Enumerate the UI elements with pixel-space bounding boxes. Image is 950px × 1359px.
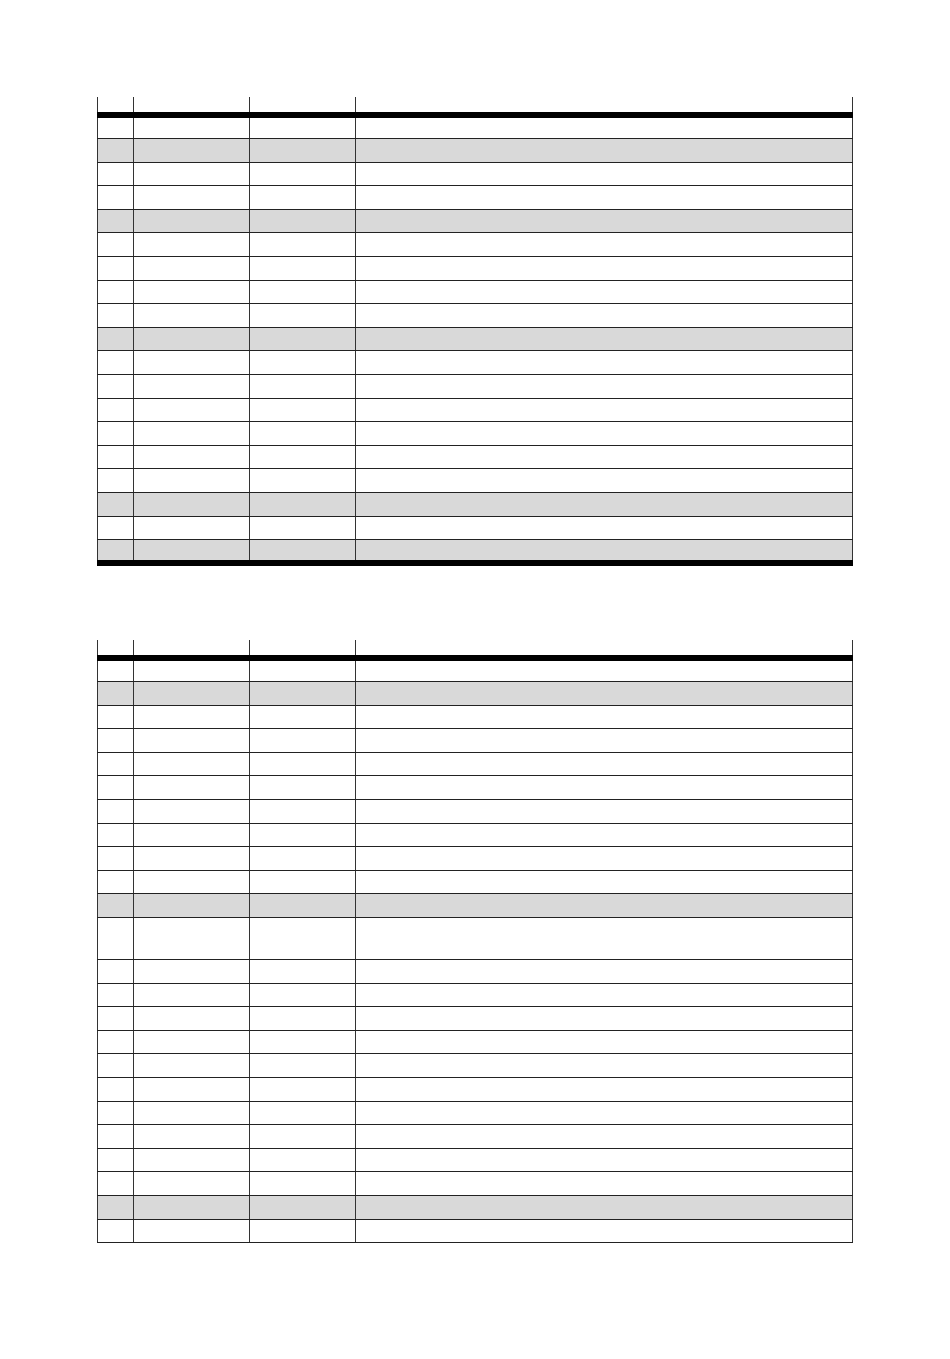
table-row [98, 1219, 853, 1243]
table-cell [356, 1148, 853, 1172]
table-cell [134, 493, 250, 517]
table-cell [250, 97, 356, 115]
table-cell [98, 847, 134, 871]
table-row [98, 1172, 853, 1196]
table-cell [250, 375, 356, 399]
table-cell [98, 233, 134, 257]
table-cell [356, 422, 853, 446]
table-cell [98, 257, 134, 281]
table-cell [134, 186, 250, 210]
table-cell [356, 1007, 853, 1031]
table-cell [98, 1078, 134, 1102]
table-cell [98, 918, 134, 960]
table-cell [134, 1172, 250, 1196]
table-cell [356, 705, 853, 729]
table-cell [250, 1101, 356, 1125]
table-row [98, 847, 853, 871]
table-row [98, 918, 853, 960]
table-cell [356, 233, 853, 257]
table-row [98, 280, 853, 304]
table-cell [134, 1219, 250, 1243]
table-cell [250, 209, 356, 233]
table-cell [250, 1172, 356, 1196]
table-cell [134, 870, 250, 894]
table-cell [356, 960, 853, 984]
table-cell [356, 1054, 853, 1078]
table-cell [98, 823, 134, 847]
table-cell [250, 186, 356, 210]
table-cell [250, 1195, 356, 1219]
table-cell [356, 800, 853, 824]
table-cell [134, 1078, 250, 1102]
table-cell [98, 658, 134, 682]
table-cell [356, 847, 853, 871]
table-cell [98, 960, 134, 984]
table-cell [250, 1054, 356, 1078]
table-cell [134, 139, 250, 163]
table-2-body [98, 640, 853, 1243]
table-row [98, 186, 853, 210]
table-row [98, 729, 853, 753]
table-row [98, 540, 853, 564]
table-row [98, 960, 853, 984]
table-row [98, 682, 853, 706]
table-cell [134, 640, 250, 658]
table-cell [356, 516, 853, 540]
table-cell [134, 918, 250, 960]
table-cell [98, 752, 134, 776]
table-cell [356, 209, 853, 233]
table-cell [134, 422, 250, 446]
table-cell [250, 918, 356, 960]
table-cell [134, 516, 250, 540]
table-cell [134, 800, 250, 824]
table-row [98, 233, 853, 257]
table-cell [250, 1030, 356, 1054]
table-row [98, 398, 853, 422]
table-cell [250, 658, 356, 682]
table-cell [98, 983, 134, 1007]
table-cell [98, 540, 134, 564]
table-row [98, 351, 853, 375]
table-row [98, 516, 853, 540]
table-cell [134, 445, 250, 469]
table-cell [134, 752, 250, 776]
table-row [98, 894, 853, 918]
table-cell [356, 823, 853, 847]
table-cell [250, 280, 356, 304]
table-cell [356, 493, 853, 517]
table-cell [98, 1007, 134, 1031]
table-cell [250, 1219, 356, 1243]
table-cell [134, 1148, 250, 1172]
table-cell [356, 351, 853, 375]
table-row [98, 445, 853, 469]
table-header-row [98, 640, 853, 658]
table-cell [98, 186, 134, 210]
table-row [98, 1078, 853, 1102]
table-cell [356, 1172, 853, 1196]
table-cell [356, 658, 853, 682]
table-cell [356, 257, 853, 281]
table-row [98, 375, 853, 399]
table-cell [98, 139, 134, 163]
table-cell [134, 327, 250, 351]
table-header-row [98, 97, 853, 115]
table-cell [356, 983, 853, 1007]
table-cell [250, 1078, 356, 1102]
table-cell [250, 847, 356, 871]
table-cell [250, 233, 356, 257]
table-cell [356, 1195, 853, 1219]
table-cell [250, 1148, 356, 1172]
table-row [98, 469, 853, 493]
table-cell [98, 800, 134, 824]
table-cell [356, 186, 853, 210]
table-cell [98, 1030, 134, 1054]
table-row [98, 1101, 853, 1125]
table-cell [134, 1030, 250, 1054]
table-cell [98, 351, 134, 375]
table-row [98, 139, 853, 163]
table-row [98, 493, 853, 517]
table-cell [356, 398, 853, 422]
table-cell [134, 729, 250, 753]
table-row [98, 800, 853, 824]
table-cell [98, 894, 134, 918]
table-cell [134, 983, 250, 1007]
table-cell [250, 115, 356, 139]
table-row [98, 870, 853, 894]
table-cell [134, 776, 250, 800]
table-2 [97, 640, 853, 1243]
table-cell [134, 233, 250, 257]
table-cell [250, 304, 356, 328]
table-cell [134, 1007, 250, 1031]
table-cell [356, 162, 853, 186]
table-cell [98, 682, 134, 706]
table-cell [250, 398, 356, 422]
table-row [98, 209, 853, 233]
table-cell [250, 800, 356, 824]
table-cell [356, 640, 853, 658]
table-cell [356, 280, 853, 304]
table-cell [98, 1148, 134, 1172]
table-cell [356, 1219, 853, 1243]
table-cell [134, 304, 250, 328]
table-row [98, 304, 853, 328]
table-row [98, 257, 853, 281]
table-cell [356, 1078, 853, 1102]
table-cell [250, 516, 356, 540]
table-cell [250, 327, 356, 351]
table-cell [250, 1007, 356, 1031]
table-cell [98, 870, 134, 894]
table-cell [98, 280, 134, 304]
table-row [98, 422, 853, 446]
table-cell [250, 729, 356, 753]
table-cell [250, 752, 356, 776]
table-row [98, 983, 853, 1007]
table-cell [134, 1054, 250, 1078]
table-cell [98, 422, 134, 446]
table-cell [250, 351, 356, 375]
table-cell [250, 960, 356, 984]
table-cell [98, 97, 134, 115]
table-cell [98, 162, 134, 186]
table-cell [98, 327, 134, 351]
table-cell [98, 1054, 134, 1078]
table-cell [356, 115, 853, 139]
table-cell [356, 304, 853, 328]
table-cell [250, 540, 356, 564]
table-cell [134, 894, 250, 918]
table-cell [134, 847, 250, 871]
table-cell [98, 1172, 134, 1196]
table-row [98, 1030, 853, 1054]
table-cell [250, 162, 356, 186]
table-cell [134, 658, 250, 682]
table-1 [97, 97, 853, 566]
table-cell [98, 375, 134, 399]
table-cell [250, 983, 356, 1007]
table-cell [134, 705, 250, 729]
table-cell [98, 729, 134, 753]
table-cell [134, 1125, 250, 1149]
table-cell [98, 516, 134, 540]
table-cell [250, 1125, 356, 1149]
table-cell [98, 1125, 134, 1149]
table-cell [98, 445, 134, 469]
table-row [98, 327, 853, 351]
table-cell [98, 640, 134, 658]
table-cell [356, 729, 853, 753]
table-cell [134, 375, 250, 399]
table-cell [356, 139, 853, 163]
table-row [98, 162, 853, 186]
table-cell [250, 469, 356, 493]
table-cell [134, 209, 250, 233]
table-cell [134, 960, 250, 984]
table-cell [356, 540, 853, 564]
table-cell [134, 398, 250, 422]
table-row [98, 705, 853, 729]
table-cell [250, 823, 356, 847]
table-row [98, 1125, 853, 1149]
table-cell [250, 776, 356, 800]
table-row [98, 1195, 853, 1219]
table-cell [134, 97, 250, 115]
table-cell [134, 682, 250, 706]
table-cell [356, 870, 853, 894]
table-cell [98, 398, 134, 422]
table-cell [98, 705, 134, 729]
table-cell [250, 894, 356, 918]
table-row [98, 776, 853, 800]
table-cell [134, 162, 250, 186]
table-cell [250, 422, 356, 446]
table-cell [356, 445, 853, 469]
table-cell [250, 682, 356, 706]
table-row [98, 823, 853, 847]
table-cell [356, 469, 853, 493]
table-cell [356, 1125, 853, 1149]
table-row [98, 1148, 853, 1172]
table-cell [356, 327, 853, 351]
table-cell [134, 351, 250, 375]
table-cell [356, 776, 853, 800]
table-cell [134, 469, 250, 493]
table-cell [250, 257, 356, 281]
table-cell [250, 640, 356, 658]
table-cell [356, 752, 853, 776]
table-cell [250, 493, 356, 517]
table-cell [134, 823, 250, 847]
table-cell [134, 1195, 250, 1219]
table-cell [134, 540, 250, 564]
table-cell [98, 209, 134, 233]
table-cell [356, 1101, 853, 1125]
table-cell [356, 1030, 853, 1054]
table-cell [98, 304, 134, 328]
table-cell [98, 469, 134, 493]
table-cell [134, 280, 250, 304]
table-cell [356, 894, 853, 918]
table-cell [250, 705, 356, 729]
table-cell [98, 776, 134, 800]
table-cell [134, 1101, 250, 1125]
table-cell [134, 115, 250, 139]
table-row [98, 658, 853, 682]
table-row [98, 1007, 853, 1031]
table-cell [134, 257, 250, 281]
table-row [98, 115, 853, 139]
table-cell [356, 375, 853, 399]
table-cell [98, 1219, 134, 1243]
table-cell [356, 918, 853, 960]
table-cell [250, 139, 356, 163]
table-cell [250, 445, 356, 469]
table-1-body [98, 97, 853, 563]
table-cell [356, 97, 853, 115]
table-cell [250, 870, 356, 894]
table-row [98, 1054, 853, 1078]
table-cell [98, 493, 134, 517]
table-row [98, 752, 853, 776]
table-cell [98, 1195, 134, 1219]
table-cell [98, 115, 134, 139]
table-cell [98, 1101, 134, 1125]
table-cell [356, 682, 853, 706]
